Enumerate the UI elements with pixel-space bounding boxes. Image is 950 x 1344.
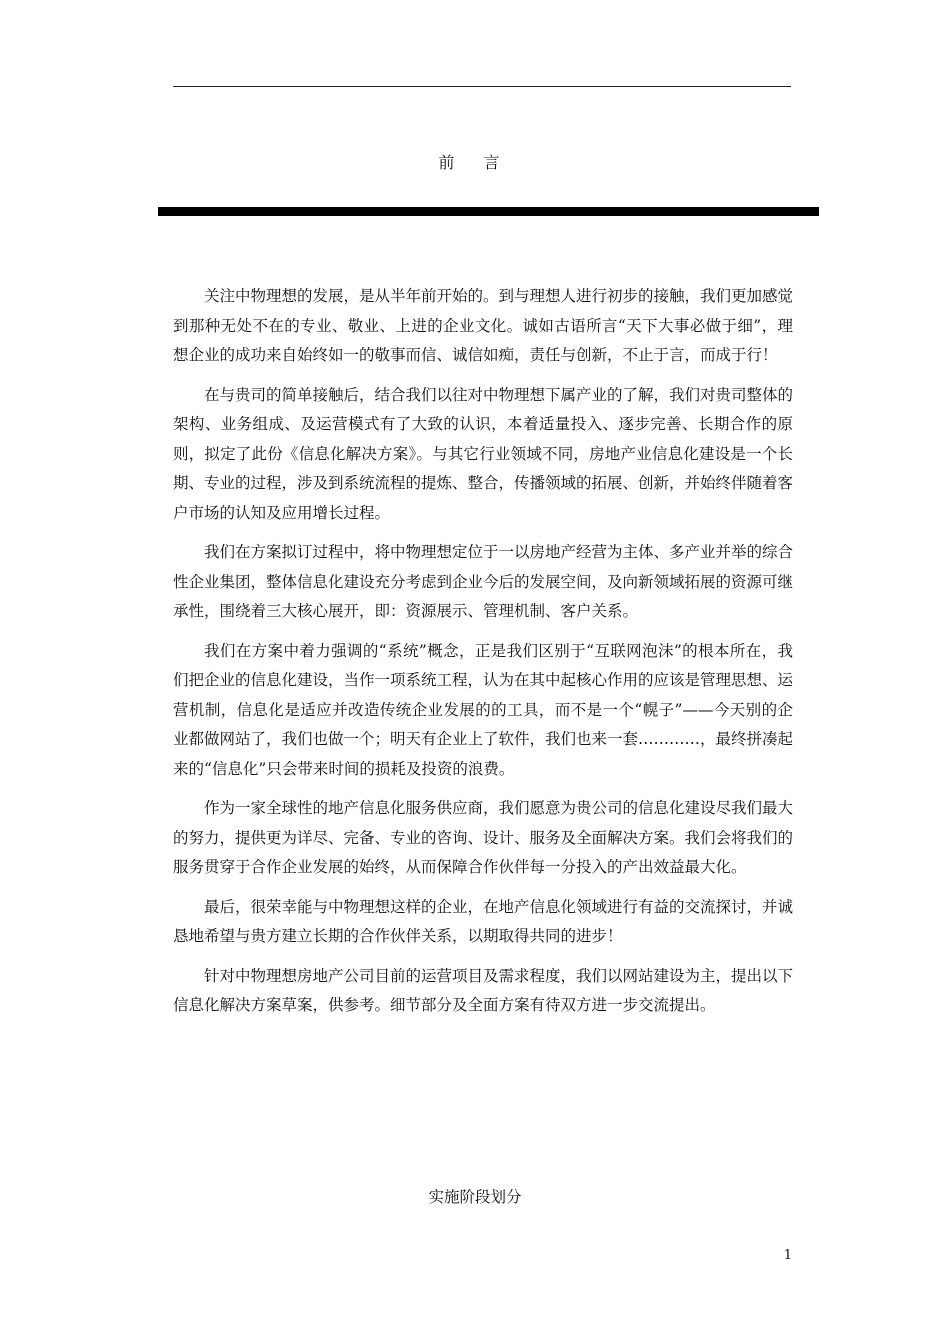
page-number: 1 xyxy=(783,1248,792,1263)
title-divider xyxy=(158,207,819,216)
paragraph: 针对中物理想房地产公司目前的运营项目及需求程度，我们以网站建设为主，提出以下信息化解决方案草案，供参考。细节部分及全面方案有待双方进一步交流提出。 xyxy=(173,966,794,1014)
paragraph: 最后，很荣幸能与中物理想这样的企业，在地产信息化领域进行有益的交流探讨，并诚恳地希望与贵方建立长期的合作伙伴关系，以期取得共同的进步！ xyxy=(173,897,794,945)
paragraph: 我们在方案中着力强调的“系统”概念，正是我们区别于“互联网泡沫”的根本所在，我们把企业的信息化建设，当作一项系统工程，认为在其中起核心作用的应该是管理思想、运营机制，信息化是适应并改造传统企业发展的的工具，而不是一个“幌子”——今天别的企业都做网站了，我们也做一个；明天有企业上了软件，我们也来一套…………，最终拼凑起来的“信息化”只会带来时间的损耗及投资的浪费。 xyxy=(173,641,794,778)
page-title: 前 言 xyxy=(438,153,512,172)
paragraph: 作为一家全球性的地产信息化服务供应商，我们愿意为贵公司的信息化建设尽我们最大的努力，提供更为详尽、完备、专业的咨询、设计、服务及全面解决方案。我们会将我们的服务贯穿于合作企业发展的始终，从而保障合作伙伴每一分投入的产出效益最大化。 xyxy=(173,799,794,876)
paragraph: 我们在方案拟订过程中，将中物理想定位于一以房地产经营为主体、多产业并举的综合性企业集团，整体信息化建设充分考虑到企业今后的发展空间，及向新领域拓展的资源可继承性，围绕着三大核心展开，即：资源展示、管理机制、客户关系。 xyxy=(173,543,794,620)
preface-body xyxy=(173,282,793,1031)
section-heading: 实施阶段划分 xyxy=(428,1188,522,1206)
paragraph: 在与贵司的简单接触后，结合我们以往对中物理想下属产业的了解，我们对贵司整体的架构、业务组成、及运营模式有了大致的认识，本着适量投入、逐步完善、长期合作的原则，拟定了此份《信息化解决方案》。与其它行业领域不同，房地产业信息化建设是一个长期、专业的过程，涉及到系统流程的提炼、整合，传播领域的拓展、创新，并始终伴随着客户市场的认知及应用增长过程。 xyxy=(173,385,794,522)
header-rule xyxy=(173,86,791,87)
paragraph: 关注中物理想的发展，是从半年前开始的。到与理想人进行初步的接触，我们更加感觉到那种无处不在的专业、敬业、上进的企业文化。诚如古语所言“天下大事必做于细”，理想企业的成功来自始终如一的敬事而信、诚信如痴，责任与创新，不止于言，而成于行！ xyxy=(173,287,794,364)
